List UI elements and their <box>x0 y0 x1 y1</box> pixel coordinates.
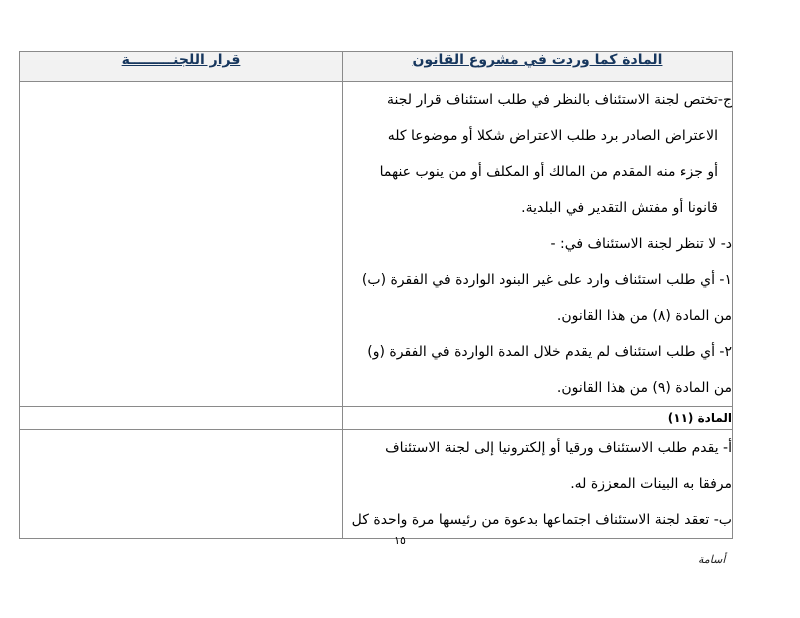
page-number: ١٥ <box>394 534 406 547</box>
list-item-1-line: من المادة (٨) من هذا القانون. <box>556 308 732 324</box>
list-item-2-line: من المادة (٩) من هذا القانون. <box>556 380 732 396</box>
table-row <box>20 430 733 539</box>
header-law-column <box>343 52 733 82</box>
committee-decision-cell <box>20 82 343 407</box>
paragraph-c-line: ج-تختص لجنة الاستئناف بالنظر في طلب استئناف قرار لجنة <box>386 92 732 108</box>
table-row <box>20 82 733 407</box>
committee-decision-cell <box>20 407 343 430</box>
paragraph-c-line: أو جزء منه المقدم من المالك أو المكلف أو من ينوب عنهما <box>379 164 718 180</box>
committee-decision-cell <box>20 430 343 539</box>
header-committee-label: قرار اللجنـــــــــة <box>121 52 241 68</box>
signature: أسامة <box>698 553 726 566</box>
header-committee-column <box>20 52 343 82</box>
paragraph-b-line: ب- تعقد لجنة الاستئناف اجتماعها بدعوة من رئيسها مرة واحدة كل <box>351 512 732 528</box>
paragraph-a-line: أ- يقدم طلب الاستئناف ورقيا أو إلكترونيا إلى لجنة الاستئناف <box>385 440 732 456</box>
table-header-row <box>20 52 733 82</box>
list-item-1-line: ١- أي طلب استئناف وارد على غير البنود الواردة في الفقرة (ب) <box>361 272 732 288</box>
law-text-cell <box>343 82 733 407</box>
table-row <box>20 407 733 430</box>
paragraph-c-line: قانونا أو مفتش التقدير في البلدية. <box>521 200 718 216</box>
legislation-comparison-table <box>19 51 733 539</box>
article-heading: المادة (١١) <box>343 407 733 430</box>
list-item-2-line: ٢- أي طلب استئناف لم يقدم خلال المدة الواردة في الفقرة (و) <box>367 344 732 360</box>
header-law-label: المادة كما وردت في مشروع القانون <box>412 52 663 68</box>
law-text-cell <box>343 430 733 539</box>
paragraph-c-line: الاعتراض الصادر برد طلب الاعتراض شكلا أو موضوعا كله <box>387 128 718 144</box>
paragraph-a-line: مرفقا به البينات المعززة له. <box>570 476 732 492</box>
paragraph-d-line: د- لا تنظر لجنة الاستئناف في: - <box>550 236 732 252</box>
